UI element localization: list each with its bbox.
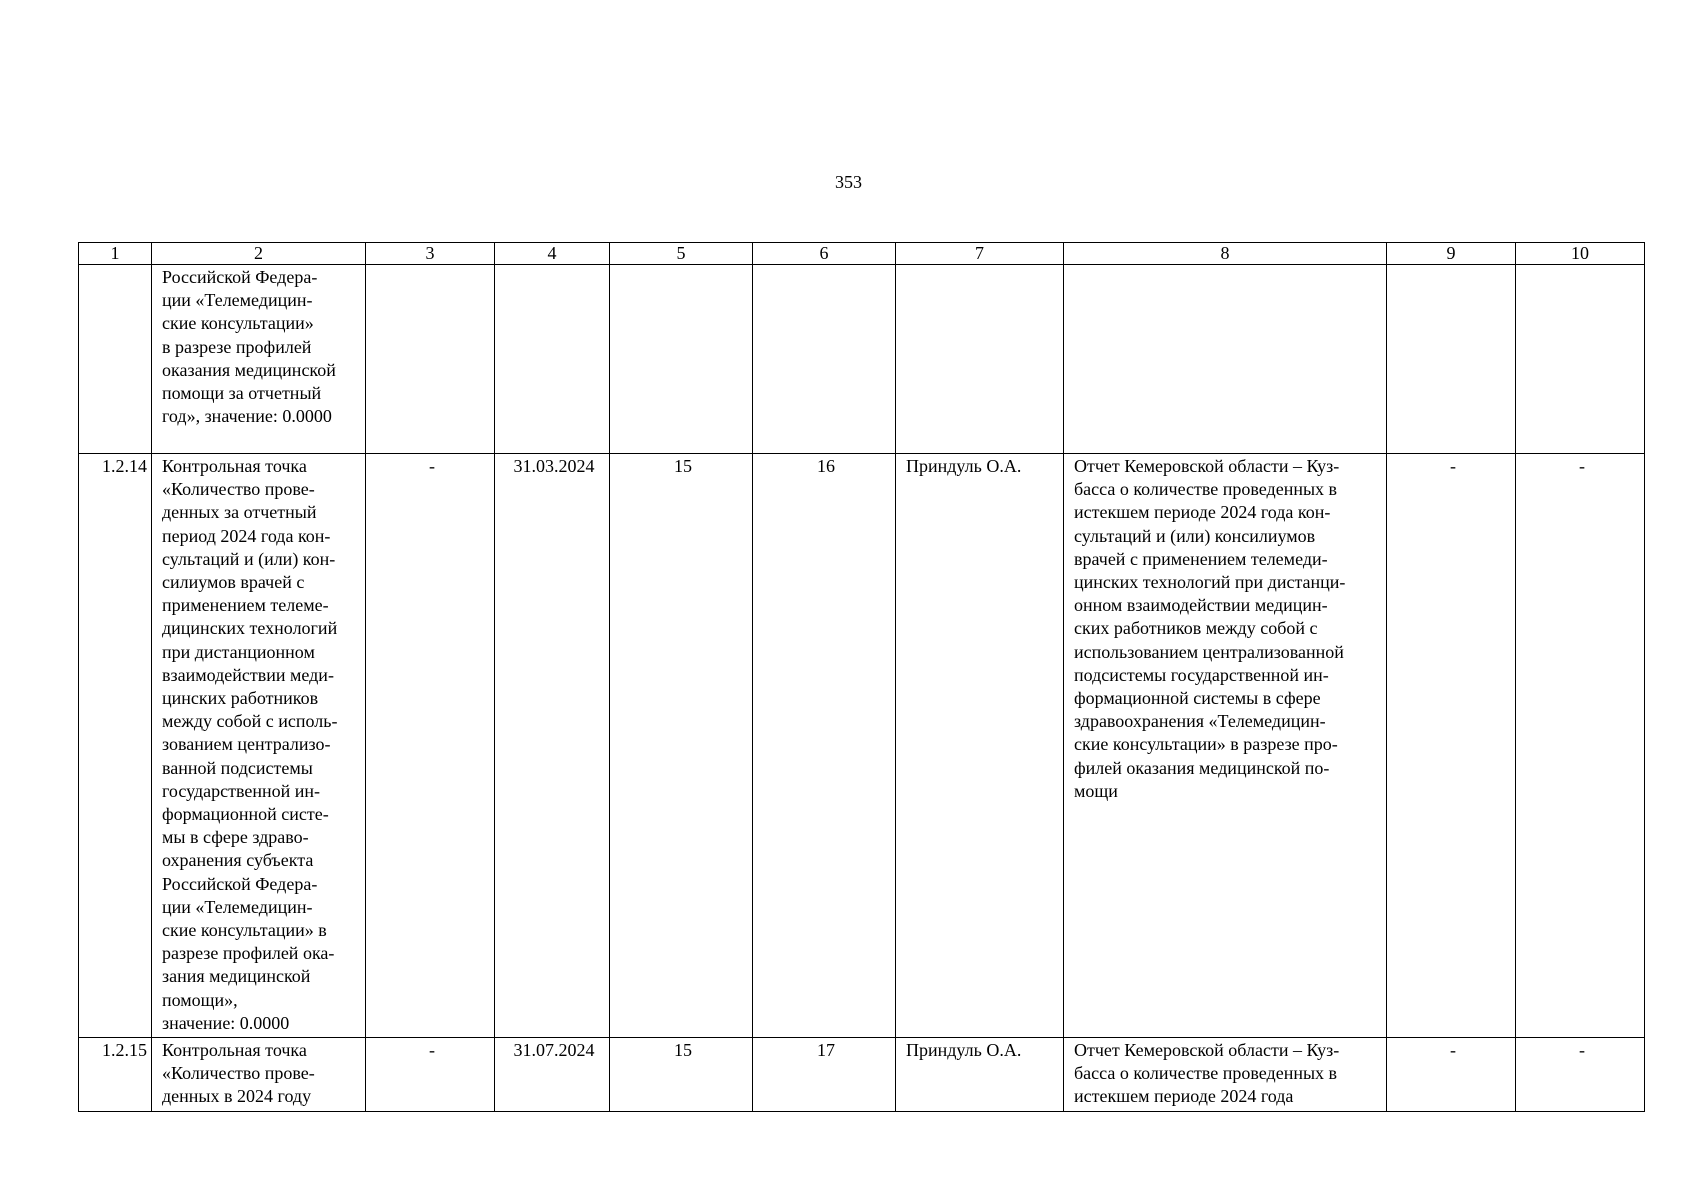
document-cell — [1064, 265, 1387, 454]
column-header-6: 6 — [753, 243, 896, 265]
event-name-cell: Российской Федера- ции «Телемедицин- ские консультации» в разрезе профилей оказания медицинской помощи за отчетный год», значение: 0.0000 — [152, 265, 366, 454]
responsible-cell: Приндуль О.А. — [896, 454, 1064, 1038]
document-cell: Отчет Кемеровской области – Куз- басса о количестве проведенных в истекшем периоде 2024 года кон- сультаций и (или) консилиумов врачей с применением телемеди- цинских технологий при дистанци- онном взаимодействии медицин- ских работников между собой с использованием централизованной подсистемы государственной ин- формационной системы в сфере здравоохранения «Телемедицин- ские консультации» в разрезе про- филей оказания медицинской по- мощи — [1064, 454, 1387, 1038]
column-number-row — [79, 243, 1645, 265]
column-9-cell: - — [1387, 1038, 1516, 1112]
document-cell: Отчет Кемеровской области – Куз- басса о количестве проведенных в истекшем периоде 2024 года — [1064, 1038, 1387, 1112]
responsible-cell — [896, 265, 1064, 454]
column-header-4: 4 — [495, 243, 610, 265]
row-number-cell: 1.2.14 — [79, 454, 152, 1038]
column-header-5: 5 — [610, 243, 753, 265]
column-header-9: 9 — [1387, 243, 1516, 265]
date-cell: 31.07.2024 — [495, 1038, 610, 1112]
column-10-cell: - — [1516, 454, 1645, 1038]
column-9-cell — [1387, 265, 1516, 454]
column-header-7: 7 — [896, 243, 1064, 265]
row-number-cell: 1.2.15 — [79, 1038, 152, 1112]
column-6-cell — [753, 265, 896, 454]
table-row — [79, 1038, 1645, 1112]
column-6-cell: 16 — [753, 454, 896, 1038]
column-header-1: 1 — [79, 243, 152, 265]
column-3-cell: - — [366, 454, 495, 1038]
column-header-3: 3 — [366, 243, 495, 265]
responsible-cell: Приндуль О.А. — [896, 1038, 1064, 1112]
column-5-cell: 15 — [610, 1038, 753, 1112]
event-name-cell: Контрольная точка «Количество прове- денных за отчетный период 2024 года кон- сультаций и (или) кон- силиумов врачей с применением телеме- дицинских технологий при дистанционном взаимодействии меди- цинских работников между собой с исполь- зованием централизо- ванной подсистемы государственной ин- формационной систе- мы в сфере здраво- охранения субъекта Российской Федера- ции «Телемедицин- ские консультации» в разрезе профилей ока- зания медицинской помощи», значение: 0.0000 — [152, 454, 366, 1038]
column-3-cell: - — [366, 1038, 495, 1112]
column-header-8: 8 — [1064, 243, 1387, 265]
column-header-10: 10 — [1516, 243, 1645, 265]
column-9-cell: - — [1387, 454, 1516, 1038]
event-name-cell: Контрольная точка «Количество прове- денных в 2024 году — [152, 1038, 366, 1112]
column-10-cell — [1516, 265, 1645, 454]
column-3-cell — [366, 265, 495, 454]
column-10-cell: - — [1516, 1038, 1645, 1112]
table-row — [79, 265, 1645, 454]
row-number-cell — [79, 265, 152, 454]
date-cell — [495, 265, 610, 454]
table-row — [79, 454, 1645, 1038]
column-5-cell — [610, 265, 753, 454]
column-6-cell: 17 — [753, 1038, 896, 1112]
date-cell: 31.03.2024 — [495, 454, 610, 1038]
plan-table — [78, 242, 1645, 1112]
page-number: 353 — [835, 172, 862, 192]
column-5-cell: 15 — [610, 454, 753, 1038]
column-header-2: 2 — [152, 243, 366, 265]
